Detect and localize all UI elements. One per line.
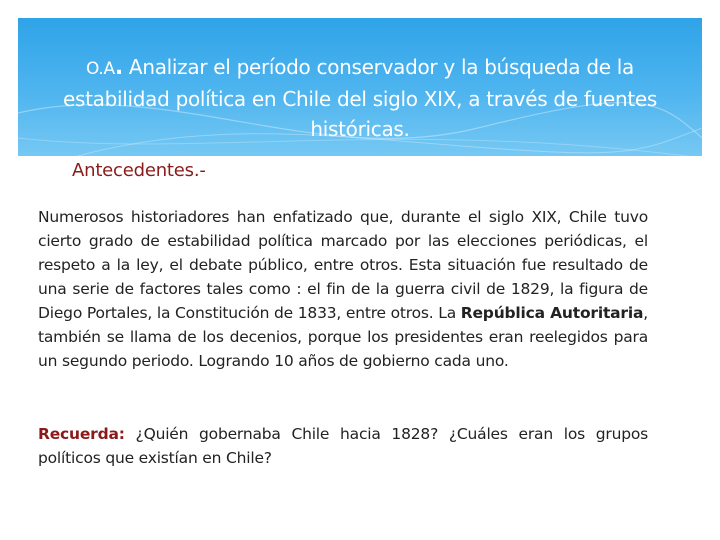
section-heading: Antecedentes.- bbox=[72, 160, 206, 181]
page-title bbox=[18, 52, 702, 144]
objective-dot: . bbox=[114, 55, 123, 80]
title-line-2: estabilidad política en Chile del siglo XIX, a través de fuentes bbox=[62, 87, 658, 111]
main-paragraph bbox=[38, 205, 648, 373]
reminder-block bbox=[38, 422, 648, 470]
reminder-text: ¿Quién gobernaba Chile hacia 1828? ¿Cuáles eran los grupos políticos que existían en Chile? bbox=[38, 425, 648, 467]
paragraph-bold-term: República Autoritaria bbox=[460, 304, 644, 322]
title-line-1 bbox=[18, 52, 702, 84]
reminder-label: Recuerda: bbox=[38, 425, 125, 443]
paragraph-part-1: Numerosos historiadores han enfatizado que, durante el siglo XIX, Chile tuvo cierto grado de estabilidad política marcado por las elecciones periódicas, el respeto a la ley, el debate público, entre otros. Esta situación fue resultado de una serie de factores tales como : el fin de la guerra civil de 1829, la figura de Diego Portales, la Constitución de 1833, entre otros. La bbox=[38, 208, 648, 322]
title-line-3: históricas. bbox=[310, 117, 410, 141]
title-text-1: Analizar el período conservador y la búsqueda de la bbox=[122, 55, 634, 79]
paragraph-part-2: , también se llama de los decenios, porque los presidentes eran reelegidos para un segundo periodo. Logrando 10 años de gobierno cada uno. bbox=[38, 304, 648, 370]
objective-prefix: O.A bbox=[85, 59, 115, 79]
